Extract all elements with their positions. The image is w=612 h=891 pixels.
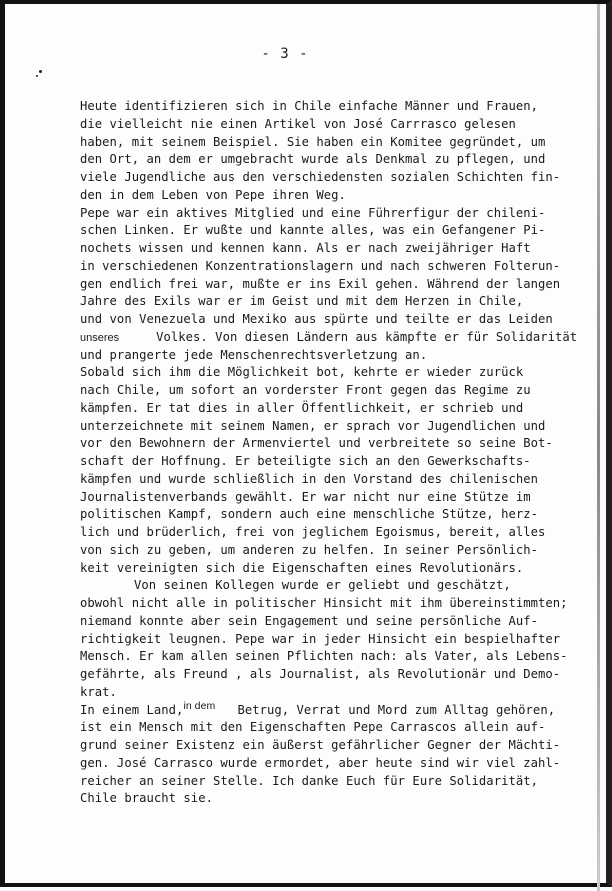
text-line: Chile braucht sie. (80, 791, 213, 806)
text-line: schaft der Hoffnung. Er beteiligte sich an den Gewerkschafts- (80, 454, 531, 468)
text-line: und prangerte jede Menschenrechtsverletzung an. (80, 347, 428, 362)
text-line: viele Jugendliche aus den verschiedensten sozialen Schichten fin- (80, 170, 561, 184)
handwritten-insert: unseres (80, 331, 120, 344)
text-line: nochets wissen und kennen kann. Als er nach zweijähriger Haft (80, 241, 531, 255)
text-line: ist ein Mensch mit den Eigenschaften Pepe Carrascos allein auf- (80, 720, 546, 735)
text-line: den Ort, an dem er umgebracht wurde als Denkmal zu pflegen, und (80, 152, 546, 167)
text-line (80, 699, 560, 720)
text-line: reicher an seiner Stelle. Ich danke Euch für Eure Solidarität, (80, 773, 539, 788)
text-line: Von seinen Kollegen wurde er geliebt und geschätzt, (134, 578, 511, 593)
text-line: Pepe war ein aktives Mitglied und eine Führerfigur der chileni- (80, 205, 546, 220)
text-segment: In einem Land, (80, 702, 184, 717)
text-line: politischen Kampf, sondern auch eine menschliche Stütze, herz- (80, 507, 539, 522)
text-line: gefährte, als Freund , als Journalist, als Revolutionär und Demo- (80, 667, 561, 681)
text-line: Mensch. Er kam allen seinen Pflichten nach: als Vater, als Lebens- (80, 649, 568, 664)
text-line: grund seiner Existenz ein äußerst gefährlicher Gegner der Mächti- (80, 738, 561, 752)
handwritten-insert: in dem (183, 699, 216, 712)
text-segment: Volkes. Von diesen Ländern aus kämpfte er für Solidarität (156, 329, 578, 344)
text-line: schen Linken. Er wußte und kannte alles, was ein Gefangener Pi- (80, 223, 546, 238)
text-line: krat. (80, 684, 117, 699)
scan-speck (39, 70, 42, 73)
text-line: keit vereinigten sich die Eigenschaften eines Revolutionärs. (80, 560, 524, 575)
text-line: gen. José Carrasco wurde ermordet, aber heute sind wir viel zahl- (80, 755, 561, 770)
text-line: die vielleicht nie einen Artikel von José Carrrasco gelesen (80, 116, 516, 131)
text-line: vor den Bewohnern der Armenviertel und verbreitete so seine Bot- (80, 436, 553, 451)
text-line: haben, mit seinem Beispiel. Sie haben ein Komitee gegründet, um (80, 134, 546, 149)
scan-edge (597, 4, 600, 891)
text-line: richtigkeit leugnen. Pepe war in jeder Hinsicht ein bespielhafter (80, 631, 561, 646)
text-segment: Betrug, Verrat und Mord zum Alltag gehören, (237, 702, 556, 717)
scan-speck (36, 75, 38, 77)
text-line: lich und brüderlich, frei von jeglichem Egoismus, bereit, alles (80, 525, 546, 539)
text-line (80, 329, 578, 347)
text-line: niemand konnte aber sein Engagement und seine persönliche Auf- (80, 613, 539, 628)
text-line: in verschiedenen Konzentrationslagern und nach schweren Folterun- (80, 258, 561, 273)
text-line: Heute identifizieren sich in Chile einfache Männer und Frauen, (80, 99, 539, 113)
text-line: unterzeichnete mit seinem Namen, er sprach vor Jugendlichen und (80, 418, 546, 433)
text-line: nach Chile, um sofort an vorderster Front gegen das Regime zu (80, 383, 531, 397)
text-line: Jahre des Exils war er im Geist und mit dem Herzen in Chile, (80, 294, 524, 309)
text-line: gen endlich frei war, mußte er ins Exil gehen. Während der langen (80, 276, 561, 291)
text-line: obwohl nicht alle in politischer Hinsicht mit ihm übereinstimmten; (80, 596, 568, 610)
text-line: von sich zu geben, um anderen zu helfen. In seiner Persönlich- (80, 542, 539, 557)
text-line: Sobald sich ihm die Möglichkeit bot, kehrte er wieder zurück (80, 365, 524, 380)
text-line: kämpfen und wurde schließlich in den Vorstand des chilenischen (80, 471, 539, 486)
letter-body (80, 98, 578, 808)
text-line: kämpfen. Er tat dies in aller Öffentlichkeit, er schrieb und (80, 400, 524, 415)
text-line: den in dem Leben von Pepe ihren Weg. (80, 187, 346, 202)
text-line: und von Venezuela und Mexiko aus spürte und teilte er das Leiden (80, 312, 553, 326)
page-number: - 3 - (261, 46, 309, 62)
text-line: Journalistenverbands gewählt. Er war nicht nur eine Stütze im (80, 489, 531, 504)
